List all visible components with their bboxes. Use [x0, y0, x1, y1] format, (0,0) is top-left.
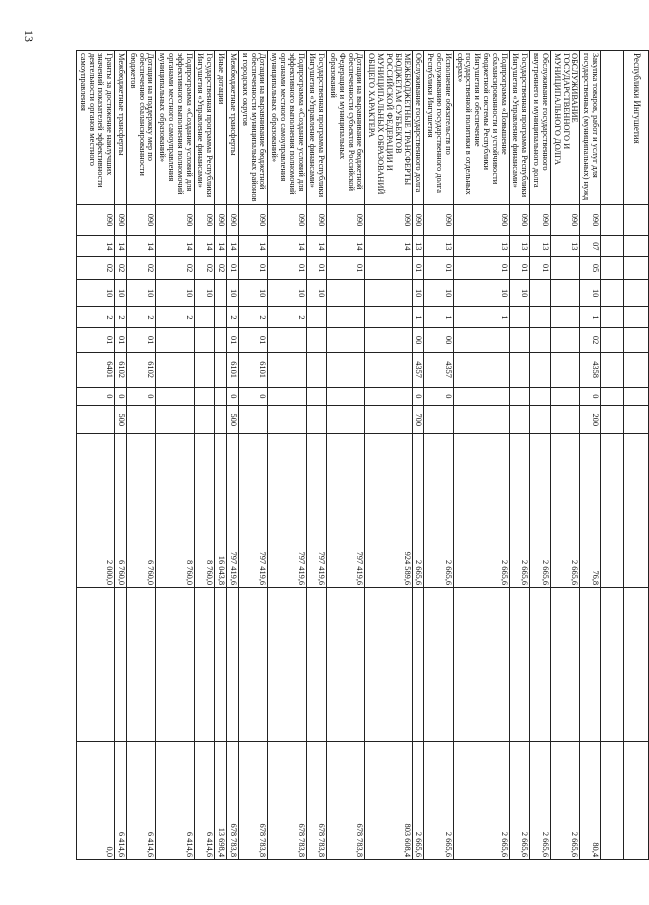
code-event	[530, 328, 551, 352]
code-rz: 14	[238, 236, 267, 257]
code-ved: 090	[424, 204, 453, 236]
code-ved: 090	[306, 204, 327, 236]
code-program: 10	[156, 279, 194, 307]
code-rz: 14	[127, 236, 156, 257]
code-program	[530, 279, 551, 307]
code-extra: 0	[424, 387, 453, 406]
code-program: 10	[412, 279, 424, 307]
code-extra	[530, 387, 551, 406]
code-rz: 14	[76, 236, 114, 257]
code-event	[194, 328, 215, 352]
code-pr: 02	[215, 257, 227, 280]
code-program: 10	[127, 279, 156, 307]
code-rz: 14	[327, 236, 365, 257]
sum-last: 2 665,6	[453, 741, 509, 859]
code-program: 10	[194, 279, 215, 307]
code-vr	[365, 406, 412, 434]
code-vr	[306, 406, 327, 434]
code-vr	[268, 406, 306, 434]
table-row	[412, 51, 424, 860]
code-vr	[530, 406, 551, 434]
row-name: Государственная программа Республики Ингушетия «Управление финансами»	[306, 51, 327, 205]
code-vr	[238, 406, 267, 434]
table-row	[306, 51, 327, 860]
sum-middle	[227, 588, 239, 742]
sum-middle	[412, 588, 424, 742]
code-rz: 14	[194, 236, 215, 257]
table-row	[530, 51, 551, 860]
code-direction	[215, 352, 227, 387]
sum-last: 678 783,8	[327, 741, 365, 859]
empty-row	[601, 51, 624, 860]
code-pr: 01	[453, 257, 509, 280]
table-row	[215, 51, 227, 860]
row-name: Иные дотации	[215, 51, 227, 205]
code-direction: 6101	[238, 352, 267, 387]
sum-middle	[580, 588, 601, 742]
code-rz: 13	[412, 236, 424, 257]
sum-first: 2 665,6	[453, 434, 509, 588]
code-subprogram	[530, 307, 551, 328]
code-program	[327, 279, 365, 307]
table-row	[327, 51, 365, 860]
code-extra	[215, 387, 227, 406]
code-direction	[550, 352, 579, 387]
code-pr: 01	[509, 257, 530, 280]
code-direction: 4358	[580, 352, 601, 387]
sum-first: 16 043,8	[215, 434, 227, 588]
sum-middle	[194, 588, 215, 742]
code-extra	[268, 387, 306, 406]
table-row	[509, 51, 530, 860]
code-event	[509, 328, 530, 352]
code-event	[268, 328, 306, 352]
sum-middle	[268, 588, 306, 742]
code-program: 10	[238, 279, 267, 307]
code-vr	[424, 406, 453, 434]
code-event: 01	[115, 328, 127, 352]
code-pr: 01	[412, 257, 424, 280]
code-vr	[327, 406, 365, 434]
code-event: 01	[227, 328, 239, 352]
code-ved: 090	[215, 204, 227, 236]
code-event	[453, 328, 509, 352]
code-event: 01	[127, 328, 156, 352]
code-event	[306, 328, 327, 352]
code-rz: 14	[227, 236, 239, 257]
code-direction: 4357	[412, 352, 424, 387]
table-row	[453, 51, 509, 860]
code-extra	[156, 387, 194, 406]
code-program: 10	[115, 279, 127, 307]
code-direction	[156, 352, 194, 387]
sum-first: 797 419,6	[227, 434, 239, 588]
budget-table-rotated	[78, 50, 649, 860]
code-subprogram: 2	[127, 307, 156, 328]
code-ved: 090	[238, 204, 267, 236]
code-extra: 0	[227, 387, 239, 406]
code-extra	[194, 387, 215, 406]
code-pr: 01	[238, 257, 267, 280]
code-pr: 01	[306, 257, 327, 280]
sum-first: 76,8	[580, 434, 601, 588]
code-ved: 090	[550, 204, 579, 236]
sum-last: 678 783,8	[227, 741, 239, 859]
code-subprogram	[215, 307, 227, 328]
code-subprogram	[550, 307, 579, 328]
sum-last: 2 665,6	[424, 741, 453, 859]
sum-middle	[550, 588, 579, 742]
code-vr	[550, 406, 579, 434]
row-name: Гранты за достижение наилучших значений показателей эффективности деятельности органов местного самоуправления	[76, 51, 114, 205]
sum-last: 2 665,6	[530, 741, 551, 859]
code-ved: 090	[365, 204, 412, 236]
sum-last: 6 414,6	[127, 741, 156, 859]
code-event: 01	[76, 328, 114, 352]
sum-last: 6 414,6	[194, 741, 215, 859]
table-row	[550, 51, 579, 860]
sum-last: 80,4	[580, 741, 601, 859]
code-pr: 02	[156, 257, 194, 280]
code-subprogram	[509, 307, 530, 328]
row-name: Государственная программа Республики Ингушетия «Управление финансами»	[509, 51, 530, 205]
code-rz: 13	[550, 236, 579, 257]
code-subprogram	[327, 307, 365, 328]
sum-middle	[306, 588, 327, 742]
header-cell: Республики Ингушетия	[624, 51, 649, 205]
sum-last: 2 665,6	[412, 741, 424, 859]
table-row	[227, 51, 239, 860]
code-pr: 01	[268, 257, 306, 280]
sum-middle	[156, 588, 194, 742]
row-name: Исполнение обязательств по обслуживанию государственного долга Республики Ингушетия	[424, 51, 453, 205]
row-name: Государственная программа Республики Ингушетия «Управление финансами»	[194, 51, 215, 205]
code-direction	[268, 352, 306, 387]
sum-first: 2 665,6	[412, 434, 424, 588]
code-extra: 0	[76, 387, 114, 406]
code-ved: 090	[227, 204, 239, 236]
sum-middle	[453, 588, 509, 742]
sum-middle	[238, 588, 267, 742]
code-pr: 01	[424, 257, 453, 280]
sum-last: 13 698,4	[215, 741, 227, 859]
sum-middle	[509, 588, 530, 742]
code-ved: 090	[327, 204, 365, 236]
code-ved: 090	[115, 204, 127, 236]
code-direction	[194, 352, 215, 387]
row-name: Подпрограмма «Создание условий для эффективного выполнения полномочий органами местного самоуправления муниципальных образований»	[268, 51, 306, 205]
code-event: 01	[238, 328, 267, 352]
header-row	[624, 51, 649, 860]
sum-first: 797 419,6	[306, 434, 327, 588]
code-program: 10	[453, 279, 509, 307]
code-subprogram: 1	[453, 307, 509, 328]
code-pr: 02	[194, 257, 215, 280]
code-extra	[509, 387, 530, 406]
budget-table	[76, 50, 649, 860]
sum-middle	[215, 588, 227, 742]
sum-first: 2 665,6	[530, 434, 551, 588]
sum-last: 678 783,8	[238, 741, 267, 859]
code-program: 10	[268, 279, 306, 307]
code-ved: 090	[194, 204, 215, 236]
code-rz: 13	[530, 236, 551, 257]
code-pr: 02	[115, 257, 127, 280]
code-vr	[76, 406, 114, 434]
sum-last: 6 414,6	[115, 741, 127, 859]
table-row	[365, 51, 412, 860]
code-rz: 14	[365, 236, 412, 257]
code-extra	[453, 387, 509, 406]
code-ved: 090	[509, 204, 530, 236]
sum-first: 6 760,0	[115, 434, 127, 588]
code-ved: 090	[156, 204, 194, 236]
code-subprogram: 2	[268, 307, 306, 328]
row-name: Дотации на выравнивание бюджетной обеспеченности субъектов Российской Федерации и муниципальных образований	[327, 51, 365, 205]
code-extra	[306, 387, 327, 406]
code-event	[156, 328, 194, 352]
code-vr: 500	[115, 406, 127, 434]
code-extra: 0	[127, 387, 156, 406]
row-name: Закупка товаров, работ и услуг для государственных (муниципальных) нужд	[580, 51, 601, 205]
code-subprogram: 2	[238, 307, 267, 328]
code-program: 10	[227, 279, 239, 307]
code-extra: 0	[580, 387, 601, 406]
sum-middle	[424, 588, 453, 742]
code-subprogram: 1	[412, 307, 424, 328]
code-extra	[550, 387, 579, 406]
table-row	[115, 51, 127, 860]
code-vr	[194, 406, 215, 434]
code-vr	[215, 406, 227, 434]
code-direction	[453, 352, 509, 387]
sum-middle	[530, 588, 551, 742]
code-event: 00	[412, 328, 424, 352]
code-extra: 0	[238, 387, 267, 406]
row-name: Подпрограмма «Повышение сбалансированности и устойчивости бюджетной системы Республики Ингушетия и обеспечение государственной политики в отдельных сферах»	[453, 51, 509, 205]
sum-first: 797 419,6	[268, 434, 306, 588]
table-body	[76, 51, 648, 860]
code-direction	[365, 352, 412, 387]
code-program: 10	[509, 279, 530, 307]
code-direction	[306, 352, 327, 387]
code-subprogram	[365, 307, 412, 328]
code-subprogram	[306, 307, 327, 328]
code-rz: 14	[156, 236, 194, 257]
code-ved: 090	[76, 204, 114, 236]
code-ved: 090	[453, 204, 509, 236]
table-row	[127, 51, 156, 860]
code-vr	[156, 406, 194, 434]
code-subprogram: 1	[580, 307, 601, 328]
code-ved: 090	[268, 204, 306, 236]
code-event: 02	[580, 328, 601, 352]
code-direction: 4357	[424, 352, 453, 387]
sum-last: 2 665,6	[550, 741, 579, 859]
row-name: Обслуживание государственного долга	[412, 51, 424, 205]
code-rz: 07	[580, 236, 601, 257]
row-name: Подпрограмма «Создание условий для эффективного выполнения полномочий органами местного самоуправления муниципальных образований»	[156, 51, 194, 205]
row-name: Дотации на выравнивание бюджетной обеспеченности муниципальных районов и городских округов	[238, 51, 267, 205]
code-ved: 090	[412, 204, 424, 236]
sum-first: 2 665,6	[424, 434, 453, 588]
code-subprogram: 2	[227, 307, 239, 328]
code-vr: 200	[580, 406, 601, 434]
code-vr	[453, 406, 509, 434]
code-event	[327, 328, 365, 352]
sum-first: 6 760,0	[127, 434, 156, 588]
code-pr: 01	[227, 257, 239, 280]
code-pr: 02	[76, 257, 114, 280]
code-direction	[327, 352, 365, 387]
code-direction: 6401	[76, 352, 114, 387]
sum-last: 0,0	[76, 741, 114, 859]
code-vr	[127, 406, 156, 434]
code-rz: 14	[115, 236, 127, 257]
code-rz: 14	[268, 236, 306, 257]
code-rz: 14	[215, 236, 227, 257]
sum-last: 803 608,4	[365, 741, 412, 859]
code-subprogram: 2	[156, 307, 194, 328]
code-program	[550, 279, 579, 307]
row-name: МЕЖБЮДЖЕТНЫЕ ТРАНСФЕРТЫ БЮДЖЕТАМ СУБЪЕКТОВ РОССИЙСКОЙ ФЕДЕРАЦИИ И МУНИЦИПАЛЬНЫХ ОБРАЗОВАНИЙ ОБЩЕГО ХАРАКТЕРА	[365, 51, 412, 205]
table-row	[76, 51, 114, 860]
code-subprogram: 2	[115, 307, 127, 328]
row-name: Межбюджетные трансферты	[227, 51, 239, 205]
code-vr	[509, 406, 530, 434]
code-event: 00	[424, 328, 453, 352]
code-direction	[509, 352, 530, 387]
code-pr: 05	[580, 257, 601, 280]
sum-last: 678 783,8	[306, 741, 327, 859]
code-vr: 500	[227, 406, 239, 434]
sum-last: 2 665,6	[509, 741, 530, 859]
code-extra	[365, 387, 412, 406]
table-row	[156, 51, 194, 860]
code-subprogram: 2	[76, 307, 114, 328]
sum-middle	[127, 588, 156, 742]
code-subprogram	[194, 307, 215, 328]
code-rz: 14	[306, 236, 327, 257]
code-pr	[550, 257, 579, 280]
code-direction: 6101	[227, 352, 239, 387]
row-name: Обслуживание государственного внутреннего и муниципального долга	[530, 51, 551, 205]
row-name: ОБСЛУЖИВАНИЕ ГОСУДАРСТВЕННОГО И МУНИЦИПАЛЬНОГО ДОЛГА	[550, 51, 579, 205]
code-direction	[530, 352, 551, 387]
code-program: 10	[424, 279, 453, 307]
row-name: Дотации на поддержку мер по обеспечению сбалансированности бюджетов	[127, 51, 156, 205]
code-program: 10	[580, 279, 601, 307]
sum-middle	[365, 588, 412, 742]
sum-last: 678 783,8	[268, 741, 306, 859]
code-ved: 090	[530, 204, 551, 236]
code-ved: 090	[580, 204, 601, 236]
code-vr: 700	[412, 406, 424, 434]
sum-middle	[327, 588, 365, 742]
row-name: Межбюджетные трансферты	[115, 51, 127, 205]
sum-first: 924 589,6	[365, 434, 412, 588]
table-row	[268, 51, 306, 860]
sum-first: 8 760,0	[156, 434, 194, 588]
code-program: 10	[306, 279, 327, 307]
code-rz: 13	[424, 236, 453, 257]
code-pr	[365, 257, 412, 280]
sum-middle	[115, 588, 127, 742]
code-subprogram: 1	[424, 307, 453, 328]
table-row	[238, 51, 267, 860]
sum-first: 8 760,0	[194, 434, 215, 588]
code-program	[365, 279, 412, 307]
code-extra: 0	[412, 387, 424, 406]
table-row	[580, 51, 601, 860]
sum-middle	[76, 588, 114, 742]
code-event	[365, 328, 412, 352]
code-pr: 01	[530, 257, 551, 280]
sum-first: 797 419,6	[238, 434, 267, 588]
table-row	[424, 51, 453, 860]
code-event	[550, 328, 579, 352]
code-program: 10	[76, 279, 114, 307]
code-direction: 6102	[127, 352, 156, 387]
code-program	[215, 279, 227, 307]
table-row	[194, 51, 215, 860]
code-extra: 0	[115, 387, 127, 406]
code-rz: 13	[509, 236, 530, 257]
code-event	[215, 328, 227, 352]
code-direction: 6102	[115, 352, 127, 387]
code-ved: 090	[127, 204, 156, 236]
code-pr: 02	[127, 257, 156, 280]
sum-first: 797 419,6	[327, 434, 365, 588]
code-rz: 13	[453, 236, 509, 257]
sum-first: 2 000,0	[76, 434, 114, 588]
sum-last: 6 414,6	[156, 741, 194, 859]
sum-first: 2 665,6	[550, 434, 579, 588]
page-number: 13	[22, 30, 36, 42]
code-extra	[327, 387, 365, 406]
sum-first: 2 665,6	[509, 434, 530, 588]
code-pr: 01	[327, 257, 365, 280]
